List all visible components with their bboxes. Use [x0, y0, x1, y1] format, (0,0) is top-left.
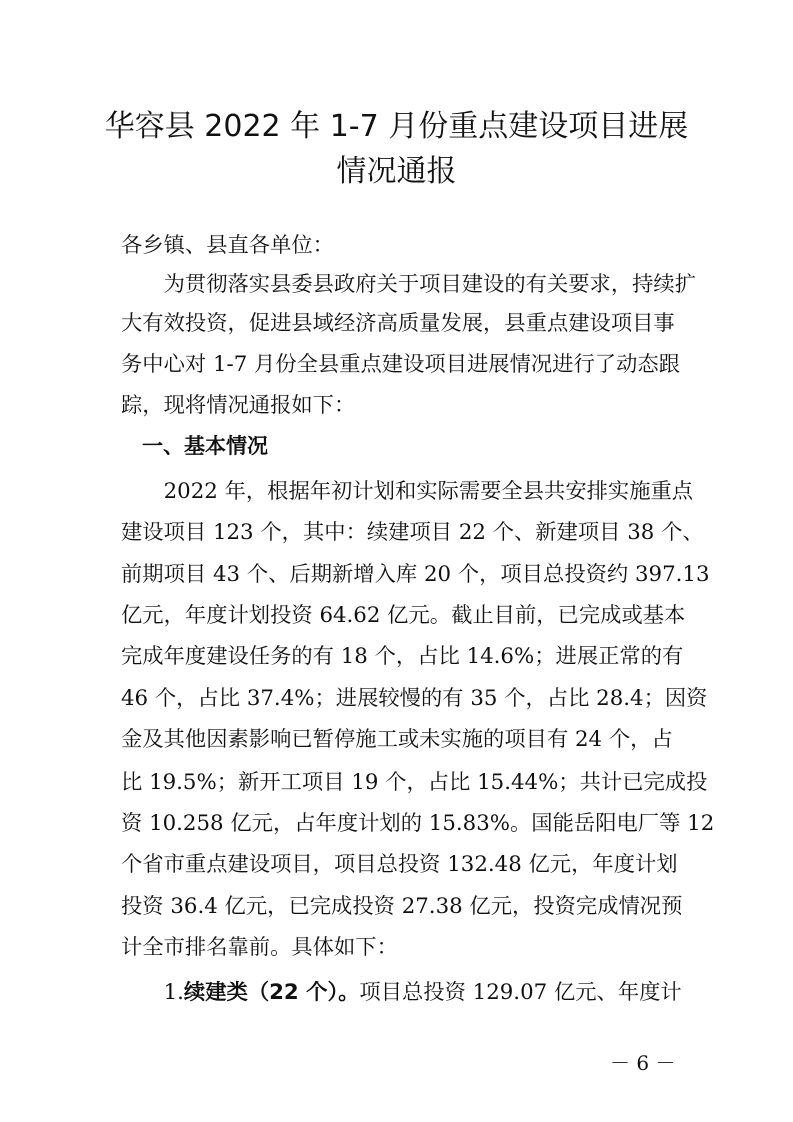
intro-line: 为贯彻落实县委县政府关于项目建设的有关要求，持续扩: [121, 272, 697, 297]
item-1-line: [121, 982, 681, 1003]
paragraph-line: 建设项目 123 个，其中：续建项目 22 个、新建项目 38 个、: [121, 520, 704, 545]
intro-line: 务中心对 1-7 月份全县重点建设项目进展情况进行了动态跟: [121, 352, 680, 377]
item-1-heading: 续建类（22 个）。: [183, 980, 360, 1005]
paragraph-line: 投资 36.4 亿元，已完成投资 27.38 亿元，投资完成情况预: [121, 894, 683, 919]
page-number: － 6 －: [610, 1051, 676, 1075]
paragraph-line: 金及其他因素影响已暂停施工或未实施的项目有 24 个，占: [121, 727, 673, 752]
section-heading-basic-situation: 一、基本情况: [121, 434, 268, 458]
paragraph-line: 亿元，年度计划投资 64.62 亿元。截止目前，已完成或基本: [121, 603, 686, 628]
paragraph-line: 前期项目 43 个、后期新增入库 20 个，项目总投资约 397.13: [121, 562, 710, 587]
document-title-line-2: 情况通报: [336, 154, 457, 189]
paragraph-line: 完成年度建设任务的有 18 个，占比 14.6%；进展正常的有: [121, 644, 684, 669]
paragraph-line: 46 个，占比 37.4%；进展较慢的有 35 个，占比 28.4；因资: [121, 686, 708, 711]
intro-line: 大有效投资，促进县域经济高质量发展，县重点建设项目事: [121, 311, 675, 336]
document-title-line-1: 华容县 2022 年 1-7 月份重点建设项目进展: [104, 109, 689, 144]
item-1-text: 项目总投资 129.07 亿元、年度计: [359, 980, 682, 1005]
paragraph-line: 比 19.5%；新开工项目 19 个，占比 15.44%；共计已完成投: [121, 770, 708, 795]
paragraph-line: 2022 年，根据年初计划和实际需要全县共安排实施重点: [121, 479, 694, 504]
paragraph-line: 计全市排名靠前。具体如下：: [121, 935, 398, 960]
paragraph-line: 个省市重点建设项目，项目总投资 132.48 亿元，年度计划: [121, 852, 678, 877]
salutation: 各乡镇、县直各单位：: [121, 233, 334, 258]
intro-line: 踪，现将情况通报如下：: [121, 393, 356, 418]
paragraph-line: 资 10.258 亿元，占年度计划的 15.83%。国能岳阳电厂等 12: [121, 811, 715, 836]
item-1-number: 1.: [121, 980, 184, 1005]
